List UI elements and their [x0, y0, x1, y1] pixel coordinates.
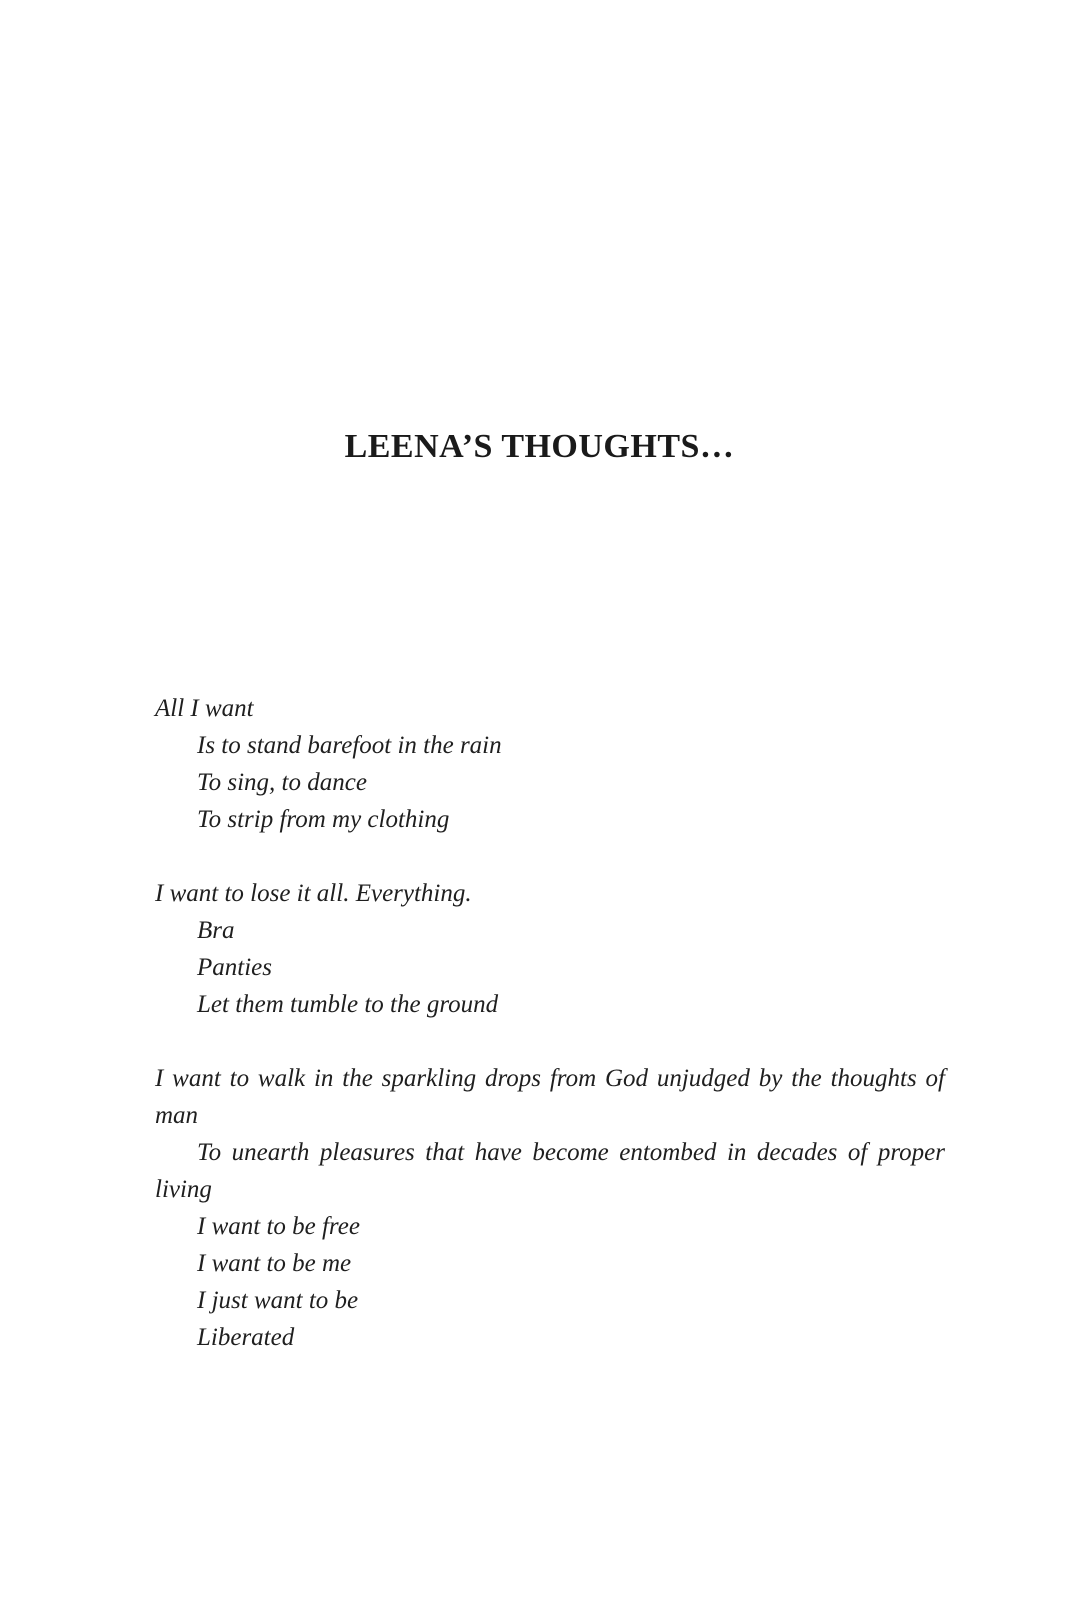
- poem-line: I want to be me: [197, 1250, 352, 1277]
- poem-line: Panties: [197, 954, 272, 981]
- chapter-title: LEENA’S THOUGHTS…: [344, 428, 735, 465]
- poem-line: Let them tumble to the ground: [197, 991, 499, 1018]
- stanza-3: [155, 1060, 945, 1356]
- stanza-2: [155, 875, 945, 1023]
- poem-line: I just want to be: [197, 1287, 359, 1314]
- poem-line: Is to stand barefoot in the rain: [197, 732, 502, 759]
- stanza-1: [155, 690, 945, 838]
- poem-line: To strip from my clothing: [197, 806, 450, 833]
- poem-line: To unearth pleasures that have become entombed in decades of proper living: [155, 1139, 945, 1203]
- poem-line: All I want: [155, 695, 254, 722]
- poem-line: To sing, to dance: [197, 769, 367, 796]
- poem: [155, 690, 945, 1356]
- poem-line: I want to be free: [197, 1213, 360, 1240]
- poem-line: I want to lose it all. Everything.: [155, 880, 472, 907]
- poem-line: Liberated: [197, 1324, 295, 1351]
- poem-line: Bra: [197, 917, 235, 944]
- poem-line: I want to walk in the sparkling drops from God unjudged by the thoughts of man: [155, 1065, 945, 1129]
